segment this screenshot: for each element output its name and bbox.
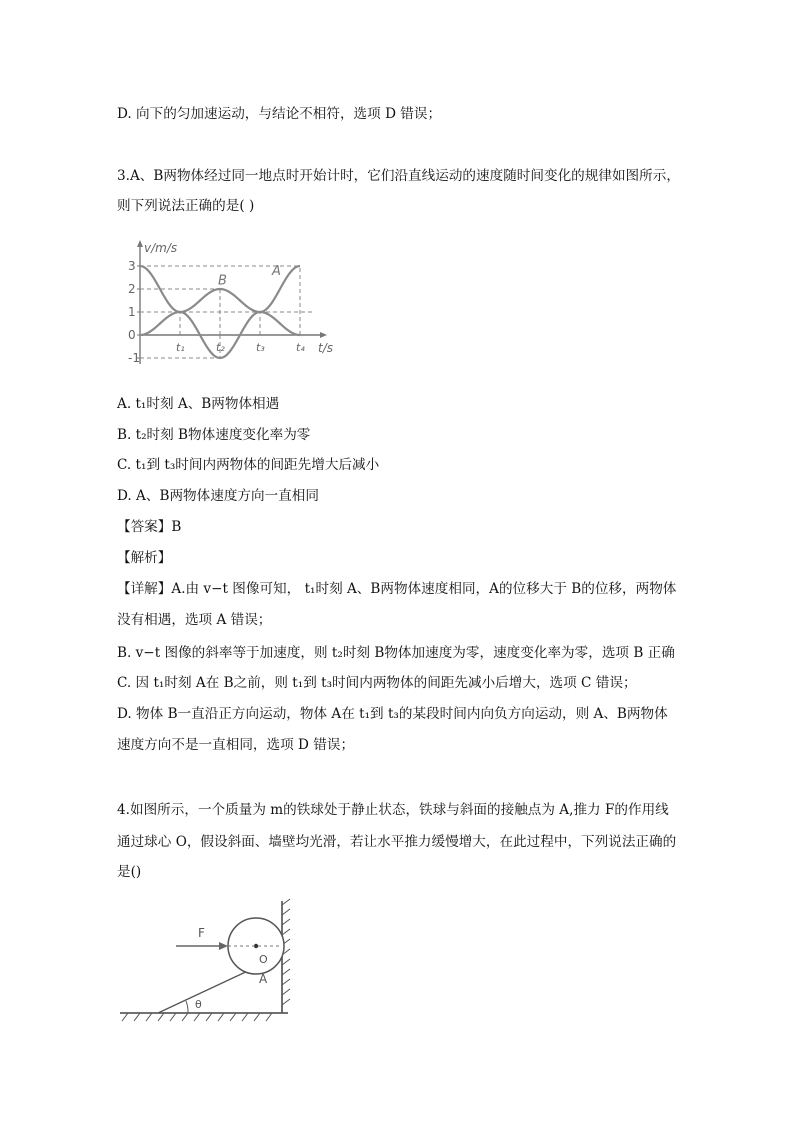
label-O: O <box>259 953 268 966</box>
y-tick-label: 1 <box>128 305 136 319</box>
option-d: D. A、B两物体速度方向一直相同 <box>117 488 319 504</box>
ball-incline-diagram <box>118 895 298 1025</box>
label-F: F <box>198 926 205 940</box>
series-label-B: B <box>218 273 227 289</box>
option-c: C. t₁到 t₃时间内两物体的间距先增大后减小 <box>117 457 380 473</box>
y-tick-label: 3 <box>128 259 136 273</box>
analysis-d-2: 速度方向不是一直相同，选项 D 错误； <box>117 737 355 753</box>
label-A: A <box>259 972 268 986</box>
y-tick-label: 0 <box>128 328 136 342</box>
angle-arc <box>186 1001 188 1013</box>
analysis-a-2: 没有相遇，选项 A 错误； <box>117 612 272 628</box>
question-4-stem-2: 通过球心 O，假设斜面、墙壁均光滑，若让水平推力缓慢增大，在此过程中，下列说法正确的 <box>117 834 677 850</box>
x-tick-label: t₄ <box>296 341 305 354</box>
x-axis-arrow <box>320 332 327 338</box>
series-label-A: A <box>272 264 281 280</box>
label-theta: θ <box>195 998 202 1011</box>
answer: 【答案】B <box>117 519 182 535</box>
analysis-a-1: 【详解】A.由 v−t 图像可知， t₁时刻 A、B两物体速度相同，A的位移大于 B的位移，两物体 <box>117 581 677 597</box>
x-tick-label: t₂ <box>216 341 225 354</box>
option-b: B. t₂时刻 B物体速度变化率为零 <box>117 427 311 443</box>
option-a: A. t₁时刻 A、B两物体相遇 <box>117 396 280 412</box>
analysis-b: B. v−t 图像的斜率等于加速度，则 t₂时刻 B物体加速度为零，速度变化率为零，选项 B 正确 <box>117 645 675 661</box>
x-axis-title: t/s <box>318 341 333 355</box>
question-3-stem-1: 3.A、B两物体经过同一地点时开始计时，它们沿直线运动的速度随时间变化的规律如图所示， <box>117 168 680 184</box>
x-tick-label: t₁ <box>176 341 185 354</box>
y-axis-title: v/m/s <box>144 241 178 255</box>
question-3-stem-2: 则下列说法正确的是( ) <box>117 198 255 214</box>
ground-hatch <box>122 1013 272 1021</box>
vt-graph <box>113 238 341 370</box>
y-axis-arrow <box>137 240 143 247</box>
vt-chart-group <box>128 240 333 365</box>
force-arrowhead <box>219 942 228 950</box>
analysis-d-1: D. 物体 B一直沿正方向运动，物体 A在 t₁到 t₃的某段时间内向负方向运动，则 A、B两物体 <box>117 706 668 722</box>
x-tick-label: t₃ <box>256 341 265 354</box>
question-4-stem-1: 4.如图所示，一个质量为 m的铁球处于静止状态，铁球与斜面的接触点为 A,推力 F的作用线 <box>117 802 669 818</box>
prev-option-d: D. 向下的匀加速运动，与结论不相符，选项 D 错误； <box>117 106 442 122</box>
y-tick-label: 2 <box>128 282 136 296</box>
question-4-stem-3: 是() <box>117 864 142 880</box>
analysis-c: C. 因 t₁时刻 A在 B之前，则 t₁到 t₃时间内两物体的间距先减小后增大，选项 C 错误； <box>117 675 637 691</box>
analysis-heading: 【解析】 <box>117 550 172 566</box>
y-tick-label: -1 <box>128 351 140 365</box>
